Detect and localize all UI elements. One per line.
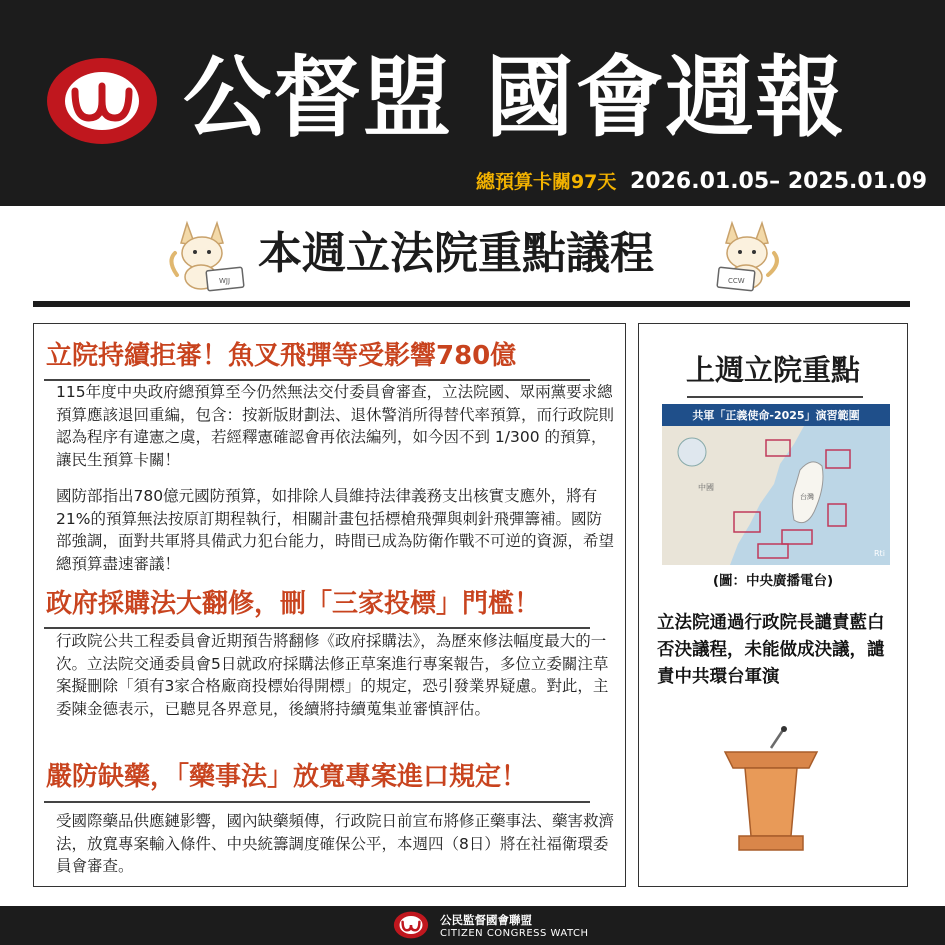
ccw-logo-icon [45, 56, 159, 146]
sidebar-panel [638, 323, 908, 887]
section-paragraph: 國防部指出780億元國防預算，如排除人員維持法律義務支出核實支應外，將有21%的預算無法按原訂期程執行，相關計畫包括標槍飛彈與刺針飛彈籌補。國防部強調，面對共軍將具備武力犯台能力，時間已成為防衛作戰不可逆的資源，希望總預算盡速審議！ [56, 487, 615, 573]
footer-bar [0, 906, 945, 945]
map-caption: (圖：中央廣播電台) [712, 573, 834, 589]
podium-icon [721, 724, 821, 854]
section-heading: 立院持續拒審！魚叉飛彈等受影響780億 [46, 341, 517, 371]
section-paragraph: 受國際藥品供應鏈影響，國內缺藥頻傳，行政院日前宣布將修正藥事法、藥害救濟法，放寬專案輸入條件、中央統籌調度確保公平，本週四（8日）將在社福衛環委員會審查。 [56, 812, 615, 875]
section-heading: 政府採購法大翻修，刪「三家投標」門檻！ [46, 589, 541, 619]
svg-text:WJJ: WJJ [219, 277, 231, 285]
footer-org-en: CITIZEN CONGRESS WATCH [440, 928, 589, 939]
budget-status: 總預算卡關97天 [475, 171, 617, 193]
divider [44, 801, 590, 803]
date-range: 2026.01.05– 2025.01.09 [629, 169, 927, 194]
page-title: 公督盟 國會週報 [183, 46, 846, 149]
section-paragraph: 115年度中央政府總預算至今仍然無法交付委員會審查，立法院國、眾兩黨要求總預算應該退回重編，包含：按新版財劃法、退休警消所得替代率預算，而行政院則認為程序有違憲之虞，若經釋憲確認會再依法編列，如今因不到 1/300 的預算，讓民生預算卡關！ [56, 383, 615, 469]
map-label-taiwan: 台灣 [800, 493, 814, 501]
dog-mascot-icon [165, 217, 249, 295]
main-agenda-panel [33, 323, 626, 887]
dog-mascot-icon [710, 217, 794, 295]
divider [33, 301, 910, 307]
section-paragraph: 行政院公共工程委員會近期預告將翻修《政府採購法》，為歷來修法幅度最大的一次。立法院交通委員會5日就政府採購法修正草案進行專案報告，多位立委關注草案擬刪除「須有3家合格廠商投標始得開標」的規定，恐引發業界疑慮。對此，主委陳金德表示，已聽見各界意見，後續將持續蒐集並審慎評估。 [56, 632, 609, 718]
map-title: 共軍「正義使命-2025」演習範圍 [692, 409, 860, 422]
exercise-map-image [662, 404, 890, 565]
footer-org-zh: 公民監督國會聯盟 [440, 913, 532, 927]
map-watermark: Rti [874, 549, 885, 558]
header-subline [476, 166, 927, 198]
divider [687, 396, 863, 398]
divider [44, 627, 590, 629]
agenda-title: 本週立法院重點議程 [258, 228, 654, 279]
section-heading: 嚴防缺藥，「藥事法」放寬專案進口規定！ [46, 762, 528, 792]
ccw-logo-icon [393, 911, 429, 939]
header-banner [0, 0, 945, 206]
sidebar-text: 立法院通過行政院長譴責藍白否決議程，未能做成決議，譴責中共環台軍演 [657, 613, 885, 687]
svg-text:CCW: CCW [728, 277, 745, 285]
map-label-china: 中國 [698, 483, 714, 492]
sidebar-title: 上週立院重點 [685, 353, 860, 387]
